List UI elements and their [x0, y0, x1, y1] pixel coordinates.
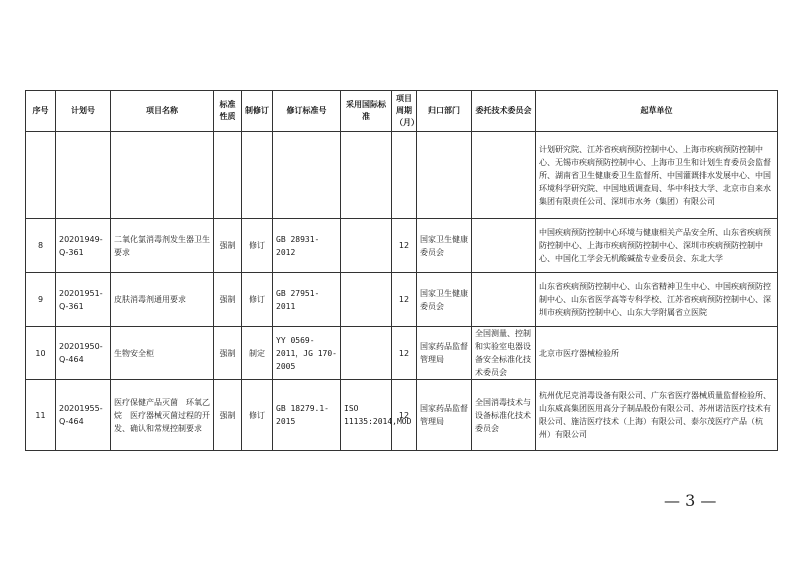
cell-dept: 国家卫生健康委员会 — [417, 219, 472, 273]
cell-drafters: 山东省疾病预防控制中心、山东省精神卫生中心、中国疾病预防控制中心、山东省医学高等专科学校、江苏省疾病预防控制中心、深圳市疾病预防控制中心、山东大学附属省立医院 — [536, 273, 778, 327]
table-row — [26, 219, 778, 273]
cell-intl-std — [341, 273, 392, 327]
cell-seq: 8 — [26, 219, 56, 273]
cell-drafters: 北京市医疗器械检验所 — [536, 327, 778, 380]
header-drafters: 起草单位 — [536, 91, 778, 132]
table-row — [26, 380, 778, 451]
cell-dept: 国家卫生健康委员会 — [417, 273, 472, 327]
cell-project-name: 生物安全柜 — [111, 327, 214, 380]
page-number: — 3 — — [664, 491, 717, 510]
cell-intl-std — [341, 327, 392, 380]
header-revise: 制修订 — [242, 91, 273, 132]
cell-seq: 10 — [26, 327, 56, 380]
header-nature: 标准性质 — [214, 91, 242, 132]
header-revised-std: 修订标准号 — [273, 91, 341, 132]
cell-dept: 国家药品监督管理局 — [417, 327, 472, 380]
cell-drafters: 杭州优尼克消毒设备有限公司、广东省医疗器械质量监督检验所、山东威高集团医用高分子制品股份有限公司、苏州诺洁医疗技术有限公司、施洁医疗技术（上海）有限公司、泰尔茂医疗产品（杭州）有限公司 — [536, 380, 778, 451]
cell-intl-std: ISO 11135:2014,MOD — [341, 380, 392, 451]
header-row — [26, 91, 778, 132]
table-row — [26, 132, 778, 219]
cell-seq: 11 — [26, 380, 56, 451]
cell-revised-std — [273, 132, 341, 219]
cell-nature — [214, 132, 242, 219]
cell-dept — [417, 132, 472, 219]
cell-revise: 修订 — [242, 380, 273, 451]
cell-seq: 9 — [26, 273, 56, 327]
cell-period — [392, 132, 417, 219]
cell-nature: 强制 — [214, 327, 242, 380]
cell-plan-no — [56, 132, 111, 219]
cell-period: 12 — [392, 380, 417, 451]
cell-nature: 强制 — [214, 380, 242, 451]
cell-plan-no: 20201951-Q-361 — [56, 273, 111, 327]
cell-project-name — [111, 132, 214, 219]
cell-intl-std — [341, 219, 392, 273]
cell-revised-std: YY 0569-2011，JG 170-2005 — [273, 327, 341, 380]
cell-committee: 全国消毒技术与设备标准化技术委员会 — [472, 380, 536, 451]
cell-period: 12 — [392, 219, 417, 273]
cell-plan-no: 20201955-Q-464 — [56, 380, 111, 451]
cell-revise — [242, 132, 273, 219]
cell-project-name: 皮肤消毒剂通用要求 — [111, 273, 214, 327]
header-dept: 归口部门 — [417, 91, 472, 132]
header-project-name: 项目名称 — [111, 91, 214, 132]
table-row — [26, 273, 778, 327]
cell-committee: 全国测量、控制和实验室电器设备安全标准化技术委员会 — [472, 327, 536, 380]
cell-revise: 修订 — [242, 273, 273, 327]
header-committee: 委托技术委员会 — [472, 91, 536, 132]
cell-plan-no: 20201950-Q-464 — [56, 327, 111, 380]
table-row — [26, 327, 778, 380]
header-plan-no: 计划号 — [56, 91, 111, 132]
cell-committee — [472, 132, 536, 219]
cell-drafters: 中国疾病预防控制中心环境与健康相关产品安全所、山东省疾病预防控制中心、上海市疾病预防控制中心、深圳市疾病预防控制中心、中国化工学会无机酸碱盐专业委员会、东北大学 — [536, 219, 778, 273]
cell-period: 12 — [392, 273, 417, 327]
cell-revise: 修订 — [242, 219, 273, 273]
header-intl-std: 采用国际标准 — [341, 91, 392, 132]
cell-revised-std: GB 27951-2011 — [273, 273, 341, 327]
cell-period: 12 — [392, 327, 417, 380]
cell-revised-std: GB 18279.1-2015 — [273, 380, 341, 451]
cell-drafters: 计划研究院、江苏省疾病预防控制中心、上海市疾病预防控制中心、无锡市疾病预防控制中心、上海市卫生和计划生育委员会监督所、湖南省卫生健康委卫生监督所、中国灌溉排水发展中心、中国环境科学研究院、中国地质调查局、华中科技大学、北京市自来水集团有限责任公司、深圳市水务（集团）有限公司 — [536, 132, 778, 219]
header-period: 项目周期（月） — [392, 91, 417, 132]
cell-seq — [26, 132, 56, 219]
cell-plan-no: 20201949-Q-361 — [56, 219, 111, 273]
cell-intl-std — [341, 132, 392, 219]
cell-committee — [472, 273, 536, 327]
standards-plan-table — [25, 90, 778, 451]
cell-revised-std: GB 28931-2012 — [273, 219, 341, 273]
header-seq: 序号 — [26, 91, 56, 132]
cell-revise: 制定 — [242, 327, 273, 380]
cell-dept: 国家药品监督管理局 — [417, 380, 472, 451]
cell-committee — [472, 219, 536, 273]
cell-project-name: 医疗保健产品灭菌 环氧乙烷 医疗器械灭菌过程的开发、确认和常规控制要求 — [111, 380, 214, 451]
cell-nature: 强制 — [214, 219, 242, 273]
cell-project-name: 二氧化氯消毒剂发生器卫生要求 — [111, 219, 214, 273]
cell-nature: 强制 — [214, 273, 242, 327]
